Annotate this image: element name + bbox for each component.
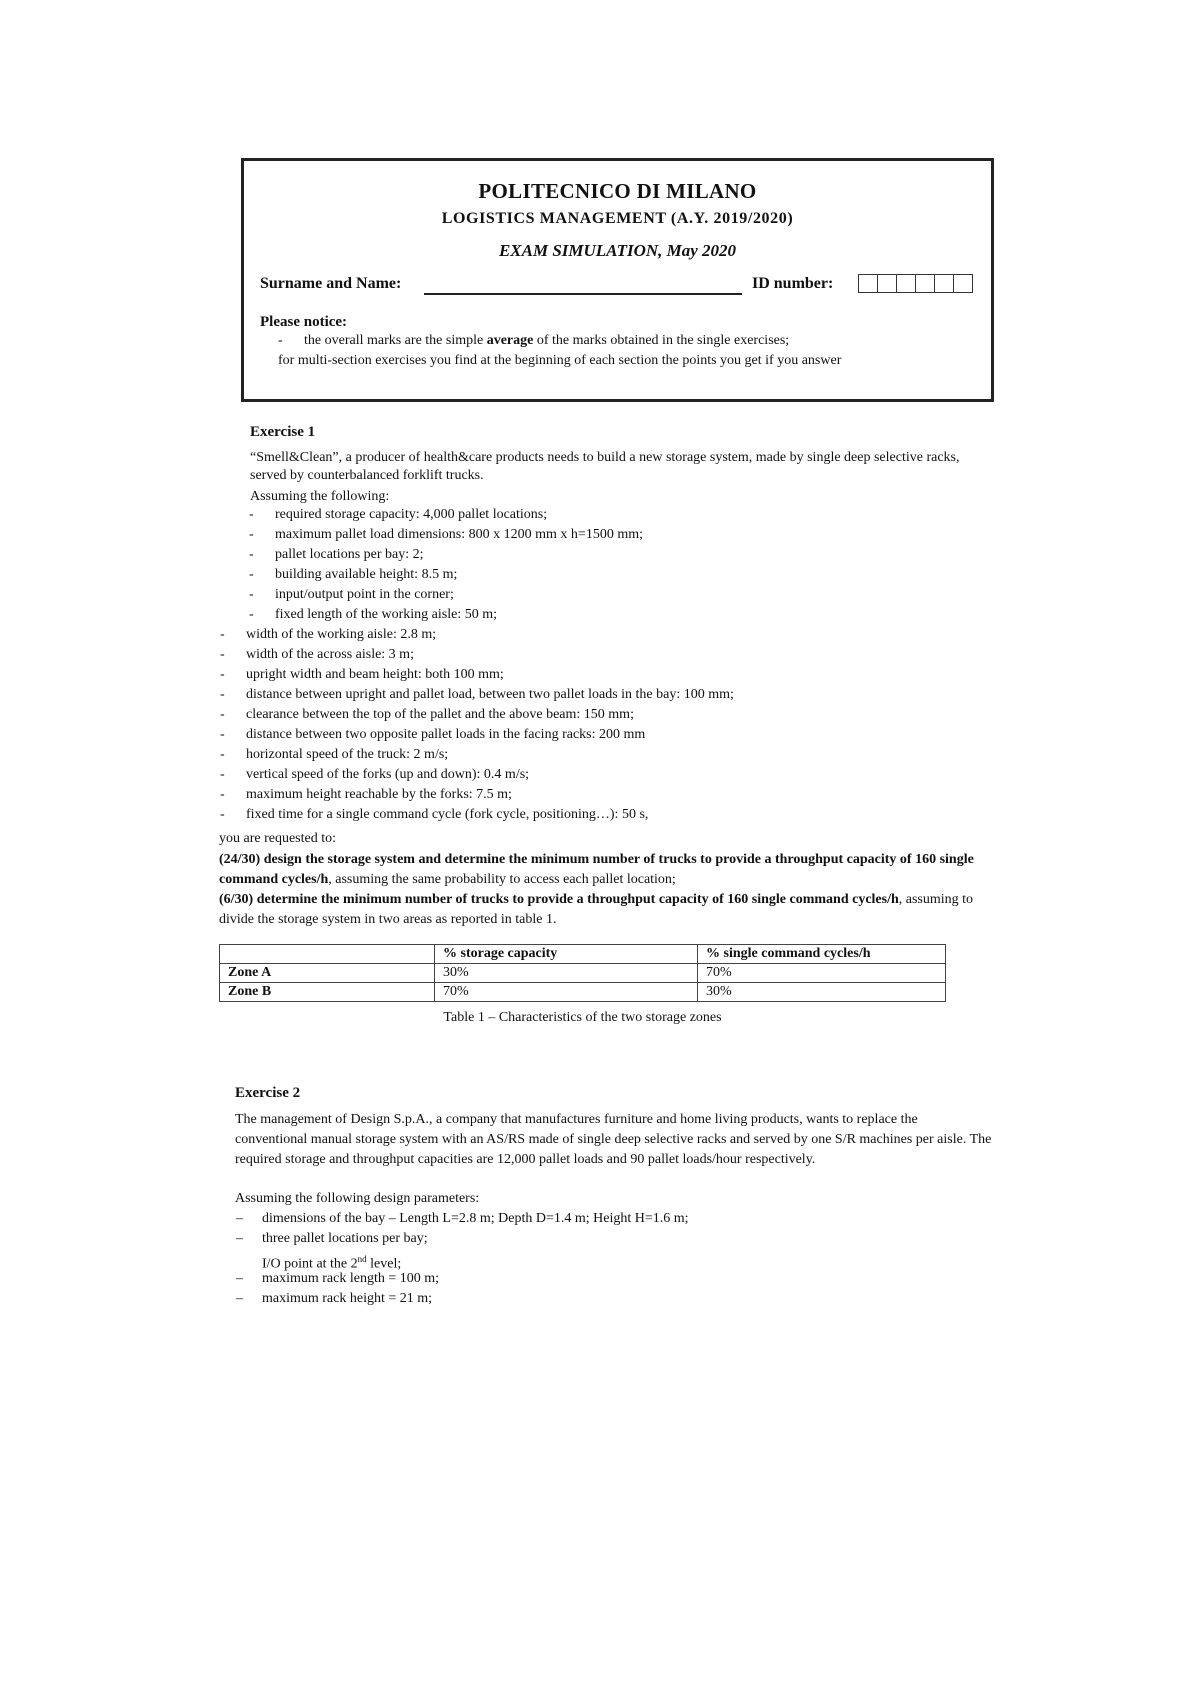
list-item: - distance between upright and pallet load, between two pallet loads in the bay: 100 mm; [220,687,734,702]
exercise-2-title: Exercise 2 [235,1085,301,1101]
table-cell: 30% [698,983,946,1002]
table-cell: 30% [435,964,698,983]
list-item: - building available height: 8.5 m; [249,567,458,582]
exercise-2-assuming: Assuming the following design parameters: [235,1191,480,1206]
table-row [220,964,946,983]
table-header-storage: % storage capacity [435,945,698,964]
id-digit-box[interactable] [934,274,954,293]
table-row [220,983,946,1002]
id-digit-box[interactable] [896,274,916,293]
list-item: - width of the across aisle: 3 m; [220,647,414,662]
exercise-2-intro: The management of Design S.p.A., a company that manufactures furniture and home living products, wants to replace the conventional manual storage system with an AS/RS made of single deep selective racks and served by one S/R machines per aisle. The required storage and throughput capacities are 12,000 pallet loads and 90 pallet loads/hour respectively. [235,1112,992,1167]
list-item: – three pallet locations per bay; [236,1231,428,1246]
exam-title: EXAM SIMULATION, May 2020 [498,241,737,260]
course-title: LOGISTICS MANAGEMENT (A.Y. 2019/2020) [441,210,794,227]
table-cell: 70% [698,964,946,983]
exercise-1-task-2: (6/30) determine the minimum number of trucks to provide a throughput capacity of 160 single command cycles/h, assuming to divide the storage system in two areas as reported in table 1. [219,892,974,927]
list-item: - vertical speed of the forks (up and down): 0.4 m/s; [220,767,530,782]
surname-input-line[interactable] [424,293,742,295]
notice-title: Please notice: [260,314,348,330]
list-item: - maximum height reachable by the forks: 7.5 m; [220,787,512,802]
exam-header-box [241,158,994,402]
university-title: POLITECNICO DI MILANO [478,179,757,203]
id-digit-box[interactable] [858,274,878,293]
list-item: I/O point at the 2nd level; [262,1254,402,1272]
exercise-1-outdented-list [220,625,996,825]
list-item: - fixed time for a single command cycle (fork cycle, positioning…): 50 s, [220,807,649,822]
notice-item-sections: for multi-section exercises you find at the beginning of each section the points you get if you answer [278,353,842,368]
exercise-1-indented-list [249,505,995,625]
exercise-1-title: Exercise 1 [250,424,316,440]
list-item: – dimensions of the bay – Length L=2.8 m; Depth D=1.4 m; Height H=1.6 m; [236,1211,689,1226]
list-item: - upright width and beam height: both 100 mm; [220,667,504,682]
exercise-1-requested: you are requested to: [219,831,337,846]
list-item: - maximum pallet load dimensions: 800 x 1200 mm x h=1500 mm; [249,527,643,542]
surname-label: Surname and Name: [260,275,402,292]
list-item: - horizontal speed of the truck: 2 m/s; [220,747,449,762]
list-item: - width of the working aisle: 2.8 m; [220,627,437,642]
table-cell: Zone A [220,964,435,983]
exercise-1-intro: “Smell&Clean”, a producer of health&care products needs to build a new storage system, made by single deep selective racks, served by counterbalanced forklift trucks. [250,450,960,483]
exercise-1-assuming: Assuming the following: [250,489,390,504]
zones-table [219,944,946,1002]
id-digit-box[interactable] [915,274,935,293]
table-header-row [220,945,946,964]
list-item: - required storage capacity: 4,000 pallet locations; [249,507,548,522]
list-item: – maximum rack height = 21 m; [236,1291,433,1306]
list-item: - clearance between the top of the pallet and the above beam: 150 mm; [220,707,634,722]
table-cell: 70% [435,983,698,1002]
table-caption: Table 1 – Characteristics of the two storage zones [443,1010,722,1025]
table-cell [220,945,435,964]
list-item: - fixed length of the working aisle: 50 m; [249,607,498,622]
exercise-1-task-1: (24/30) design the storage system and determine the minimum number of trucks to provide a throughput capacity of 160 single command cycles/h, assuming the same probability to access each pallet location; [219,852,974,887]
id-number-boxes[interactable] [858,274,972,293]
id-number-label: ID number: [752,275,834,292]
table-cell: Zone B [220,983,435,1002]
list-item: - pallet locations per bay: 2; [249,547,424,562]
exercise-2-list [236,1209,992,1309]
id-digit-box[interactable] [953,274,973,293]
table-header-cycles: % single command cycles/h [698,945,946,964]
notice-item-average: - the overall marks are the simple average of the marks obtained in the single exercises; [278,333,790,348]
id-digit-box[interactable] [877,274,897,293]
list-item: - input/output point in the corner; [249,587,454,602]
list-item: - distance between two opposite pallet loads in the facing racks: 200 mm [220,727,646,742]
list-item: – maximum rack length = 100 m; [236,1271,440,1286]
